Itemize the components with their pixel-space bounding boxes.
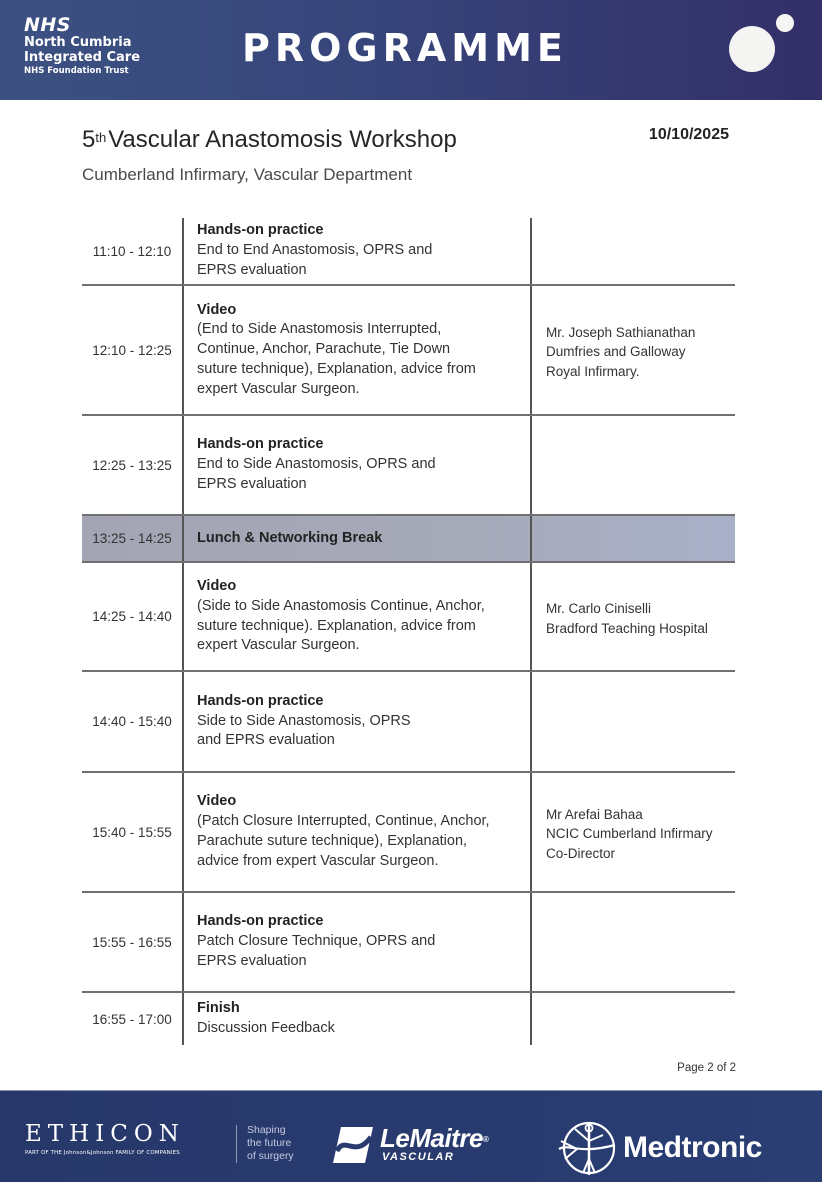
event-date: 10/10/2025 [648, 126, 729, 143]
speaker-cell [532, 416, 735, 514]
activity-heading: Hands-on practice [197, 692, 324, 709]
activity-description-line: Discussion Feedback [197, 1020, 335, 1036]
schedule-row [82, 286, 735, 416]
activity-description-line: and EPRS evaluation [197, 732, 335, 749]
registered-mark: ® [482, 1135, 489, 1144]
activity-cell [184, 893, 532, 991]
activity-description-line: suture technique), Explanation, advice from [197, 360, 476, 377]
schedule-row [82, 416, 735, 516]
org-trust-line: NHS Foundation Trust [24, 66, 129, 76]
time-slot: 11:10 - 12:10 [82, 218, 184, 284]
activity-heading: Finish [197, 1000, 240, 1017]
event-ordinal-suffix: th [95, 130, 107, 145]
lemaitre-subtitle: VASCULAR [382, 1151, 455, 1163]
lemaitre-wave-icon [333, 1125, 377, 1165]
speaker-line: Mr. Joseph Sathianathan [546, 324, 696, 340]
schedule-table [82, 218, 735, 1045]
schedule-row [82, 893, 735, 993]
decorative-dot-large-icon [729, 26, 775, 72]
schedule-row [82, 672, 735, 773]
activity-description-line: Side to Side Anastomosis, OPRS [197, 712, 411, 729]
event-title-text: Vascular Anastomosis Workshop [108, 126, 457, 153]
event-ordinal: 5 [82, 126, 96, 153]
time-slot: 16:55 - 17:00 [82, 993, 184, 1045]
event-subtitle: Cumberland Infirmary, Vascular Department [82, 165, 413, 184]
activity-description-line: End to End Anastomosis, OPRS and [197, 242, 433, 259]
activity-description-line: advice from expert Vascular Surgeon. [197, 852, 439, 869]
time-slot: 12:25 - 13:25 [82, 416, 184, 514]
speaker-line: Mr. Carlo Ciniselli [546, 601, 652, 616]
activity-description-line: End to Side Anastomosis, OPRS and [197, 456, 436, 473]
page-number: Page 2 of 2 [677, 1062, 736, 1074]
activity-description-line: expert Vascular Surgeon. [197, 380, 360, 397]
time-slot: 12:10 - 12:25 [82, 286, 184, 414]
activity-cell [184, 773, 532, 891]
speaker-cell [532, 773, 735, 891]
speaker-cell [532, 993, 735, 1045]
schedule-row [82, 993, 735, 1045]
activity-cell [184, 416, 532, 514]
ethicon-tagline: PART OF THE Johnson&Johnson FAMILY OF COMPANIES [25, 1150, 180, 1156]
activity-description-line: Patch Closure Technique, OPRS and [197, 933, 436, 950]
activity-description-line: Parachute suture technique), Explanation, [197, 833, 468, 849]
speaker-line: Dumfries and Galloway [546, 344, 686, 360]
org-name-line1: North Cumbria [24, 35, 132, 50]
activity-description-line: suture technique). Explanation, advice from [197, 617, 476, 634]
activity-description-line: Continue, Anchor, Parachute, Tie Down [197, 341, 451, 358]
footer-sponsors [0, 1090, 822, 1182]
ethicon-logo [25, 1121, 185, 1158]
speaker-line: Co-Director [546, 845, 616, 861]
time-slot: 14:25 - 14:40 [82, 563, 184, 670]
logo-divider [236, 1125, 237, 1163]
slogan-line: Shaping [247, 1124, 286, 1136]
nhs-logo [24, 15, 140, 77]
time-slot: 15:55 - 16:55 [82, 893, 184, 991]
speaker-line: NCIC Cumberland Infirmary [546, 826, 713, 842]
event-title [82, 124, 457, 156]
ethicon-slogan [247, 1124, 294, 1163]
speaker-cell [532, 286, 735, 414]
lemaitre-wordmark: LeMaitre [380, 1123, 483, 1153]
speaker-cell [532, 218, 735, 284]
medtronic-logo [555, 1119, 762, 1177]
activity-heading: Video [197, 577, 237, 594]
lemaitre-logo [333, 1125, 488, 1165]
page-title: PROGRAMME [242, 26, 568, 70]
speaker-line: Mr Arefai Bahaa [546, 806, 643, 822]
ethicon-wordmark: ETHICON [25, 1121, 185, 1147]
activity-description-line: (Side to Side Anastomosis Continue, Anchor, [197, 597, 485, 614]
activity-heading: Hands-on practice [197, 913, 324, 930]
activity-heading: Hands-on practice [197, 222, 324, 239]
schedule-row [82, 773, 735, 893]
slogan-line: the future [247, 1137, 292, 1149]
activity-cell [184, 993, 532, 1045]
time-slot: 14:40 - 15:40 [82, 672, 184, 771]
speaker-cell [532, 563, 735, 670]
schedule-row-break [82, 516, 735, 563]
speaker-cell [532, 893, 735, 991]
activity-cell [184, 516, 532, 561]
medtronic-figure-icon [555, 1119, 619, 1177]
speaker-line: Bradford Teaching Hospital [546, 620, 708, 636]
activity-description-line: (Patch Closure Interrupted, Continue, Anchor, [197, 813, 490, 830]
activity-cell [184, 672, 532, 771]
activity-description-line: expert Vascular Surgeon. [197, 637, 360, 654]
time-slot: 13:25 - 14:25 [82, 516, 184, 561]
slogan-line: of surgery [247, 1150, 294, 1162]
org-name-line2: Integrated Care [24, 50, 141, 65]
speaker-line: Royal Infirmary. [546, 363, 640, 379]
schedule-row [82, 563, 735, 672]
activity-heading: Video [197, 301, 237, 318]
activity-cell [184, 563, 532, 670]
activity-cell [184, 218, 532, 284]
schedule-row [82, 218, 735, 286]
activity-description-line: (End to Side Anastomosis Interrupted, [197, 321, 442, 338]
activity-cell [184, 286, 532, 414]
speaker-cell [532, 672, 735, 771]
activity-heading: Hands-on practice [197, 436, 324, 453]
activity-heading: Lunch & Networking Break [197, 529, 383, 546]
activity-heading: Video [197, 793, 237, 810]
medtronic-wordmark: Medtronic [623, 1131, 762, 1164]
activity-description-line: EPRS evaluation [197, 952, 307, 969]
speaker-cell [532, 516, 735, 561]
activity-description-line: EPRS evaluation [197, 261, 307, 278]
decorative-dot-small-icon [776, 14, 794, 32]
time-slot: 15:40 - 15:55 [82, 773, 184, 891]
nhs-mark: NHS [24, 14, 71, 36]
header-banner [0, 0, 822, 100]
activity-description-line: EPRS evaluation [197, 475, 307, 492]
